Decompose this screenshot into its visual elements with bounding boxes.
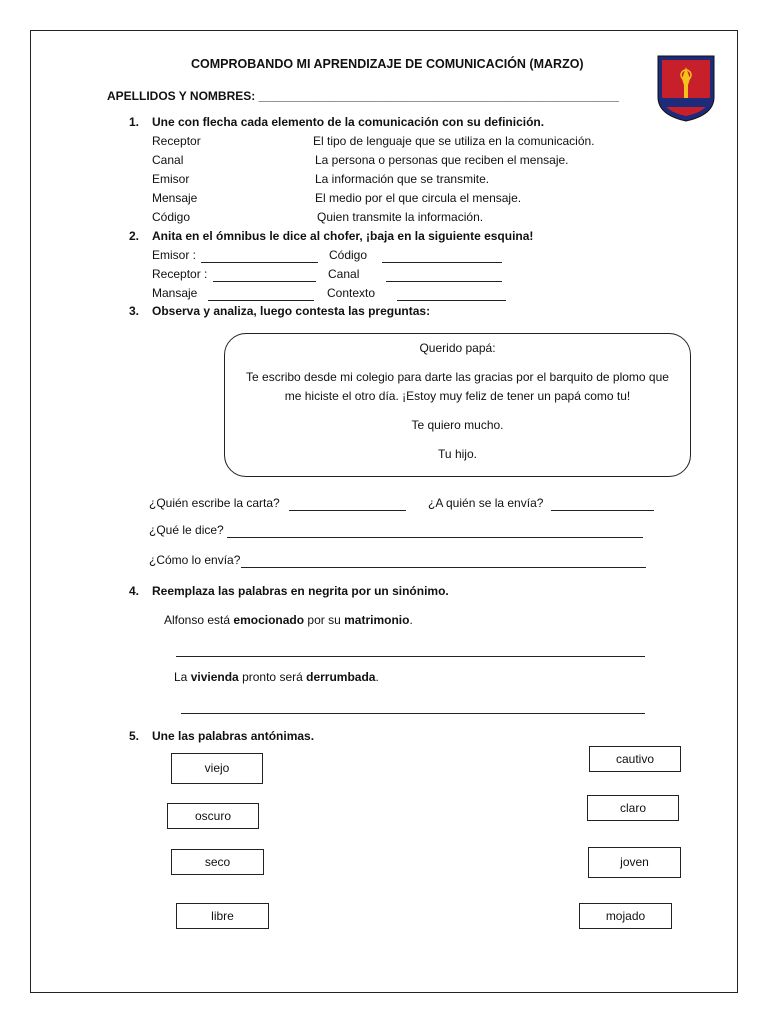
q4-sentence: La vivienda pronto será derrumbada. [174,670,379,684]
antonym-word-left[interactable]: viejo [171,753,263,784]
letter-body-line: me hiciste el otro día. ¡Estoy muy feliz de tener un papá como tu! [284,389,631,403]
q2-answer-blank[interactable] [382,262,502,263]
antonym-word-left[interactable]: oscuro [167,803,259,829]
q1-definition: Quien transmite la información. [317,210,484,224]
q2-field-label: Código [329,248,368,262]
q2-field-label: Contexto [327,286,376,300]
name-blank[interactable]: ______________________________________________________ [258,89,619,103]
worksheet-page [30,30,738,993]
q3-question: ¿Quién escribe la carta? [149,496,280,510]
letter-box [224,333,691,477]
q1-prompt: Une con flecha cada elemento de la comunicación con su definición. [152,115,545,129]
bold-word: derrumbada [306,670,376,684]
letter-signature: Tu hijo. [438,447,477,461]
q3-answer-blank[interactable] [241,567,646,568]
q2-field-label: Receptor : [152,267,208,281]
bold-word: vivienda [190,670,239,684]
q2-answer-blank[interactable] [397,300,506,301]
q2-answer-blank[interactable] [201,262,318,263]
q4-answer-blank[interactable] [181,713,645,714]
q1-term: Receptor [152,134,201,148]
q4-prompt: Reemplaza las palabras en negrita por un sinónimo. [152,584,449,598]
q4-number: 4. [129,584,140,598]
q2-prompt: Anita en el ómnibus le dice al chofer, ¡baja en la siguiente esquina! [152,229,534,243]
q3-number: 3. [129,304,140,318]
q1-term: Canal [152,153,184,167]
q2-number: 2. [129,229,140,243]
antonym-word-right[interactable]: cautivo [589,746,681,772]
antonym-word-right[interactable]: mojado [579,903,672,929]
q1-definition: El tipo de lenguaje que se utiliza en la comunicación. [313,134,595,148]
q3-question: ¿A quién se la envía? [428,496,544,510]
q4-answer-blank[interactable] [176,656,645,657]
q3-answer-blank[interactable] [551,510,654,511]
page-title: COMPROBANDO MI APRENDIZAJE DE COMUNICACIÓN (MARZO) [191,57,584,71]
antonym-word-right[interactable]: claro [587,795,679,821]
q3-answer-blank[interactable] [227,537,643,538]
antonym-word-left[interactable]: seco [171,849,264,875]
letter-greeting: Querido papá: [419,341,496,355]
bold-word: matrimonio [344,613,410,627]
q3-question: ¿Cómo lo envía? [149,553,241,567]
bold-word: emocionado [233,613,305,627]
school-crest-icon [655,53,717,123]
q2-field-label: Canal [328,267,360,281]
q2-answer-blank[interactable] [208,300,314,301]
letter-closing: Te quiero mucho. [411,418,504,432]
name-label: APELLIDOS Y NOMBRES: [107,89,256,103]
q1-term: Mensaje [152,191,198,205]
antonym-word-left[interactable]: libre [176,903,269,929]
q5-prompt: Une las palabras antónimas. [152,729,315,743]
letter-body-line: Te escribo desde mi colegio para darte las gracias por el barquito de plomo que [246,370,669,384]
q5-number: 5. [129,729,140,743]
q3-answer-blank[interactable] [289,510,406,511]
q4-sentence: Alfonso está emocionado por su matrimonio. [164,613,413,627]
antonym-word-right[interactable]: joven [588,847,681,878]
q2-answer-blank[interactable] [386,281,502,282]
q2-field-label: Mansaje [152,286,198,300]
q1-number: 1. [129,115,140,129]
q1-definition: La información que se transmite. [315,172,490,186]
q3-question: ¿Qué le dice? [149,523,224,537]
q1-definition: El medio por el que circula el mensaje. [315,191,522,205]
q1-definition: La persona o personas que reciben el mensaje. [315,153,569,167]
q2-field-label: Emisor : [152,248,197,262]
q1-term: Emisor [152,172,190,186]
q2-answer-blank[interactable] [213,281,316,282]
q3-prompt: Observa y analiza, luego contesta las preguntas: [152,304,431,318]
q1-term: Código [152,210,191,224]
